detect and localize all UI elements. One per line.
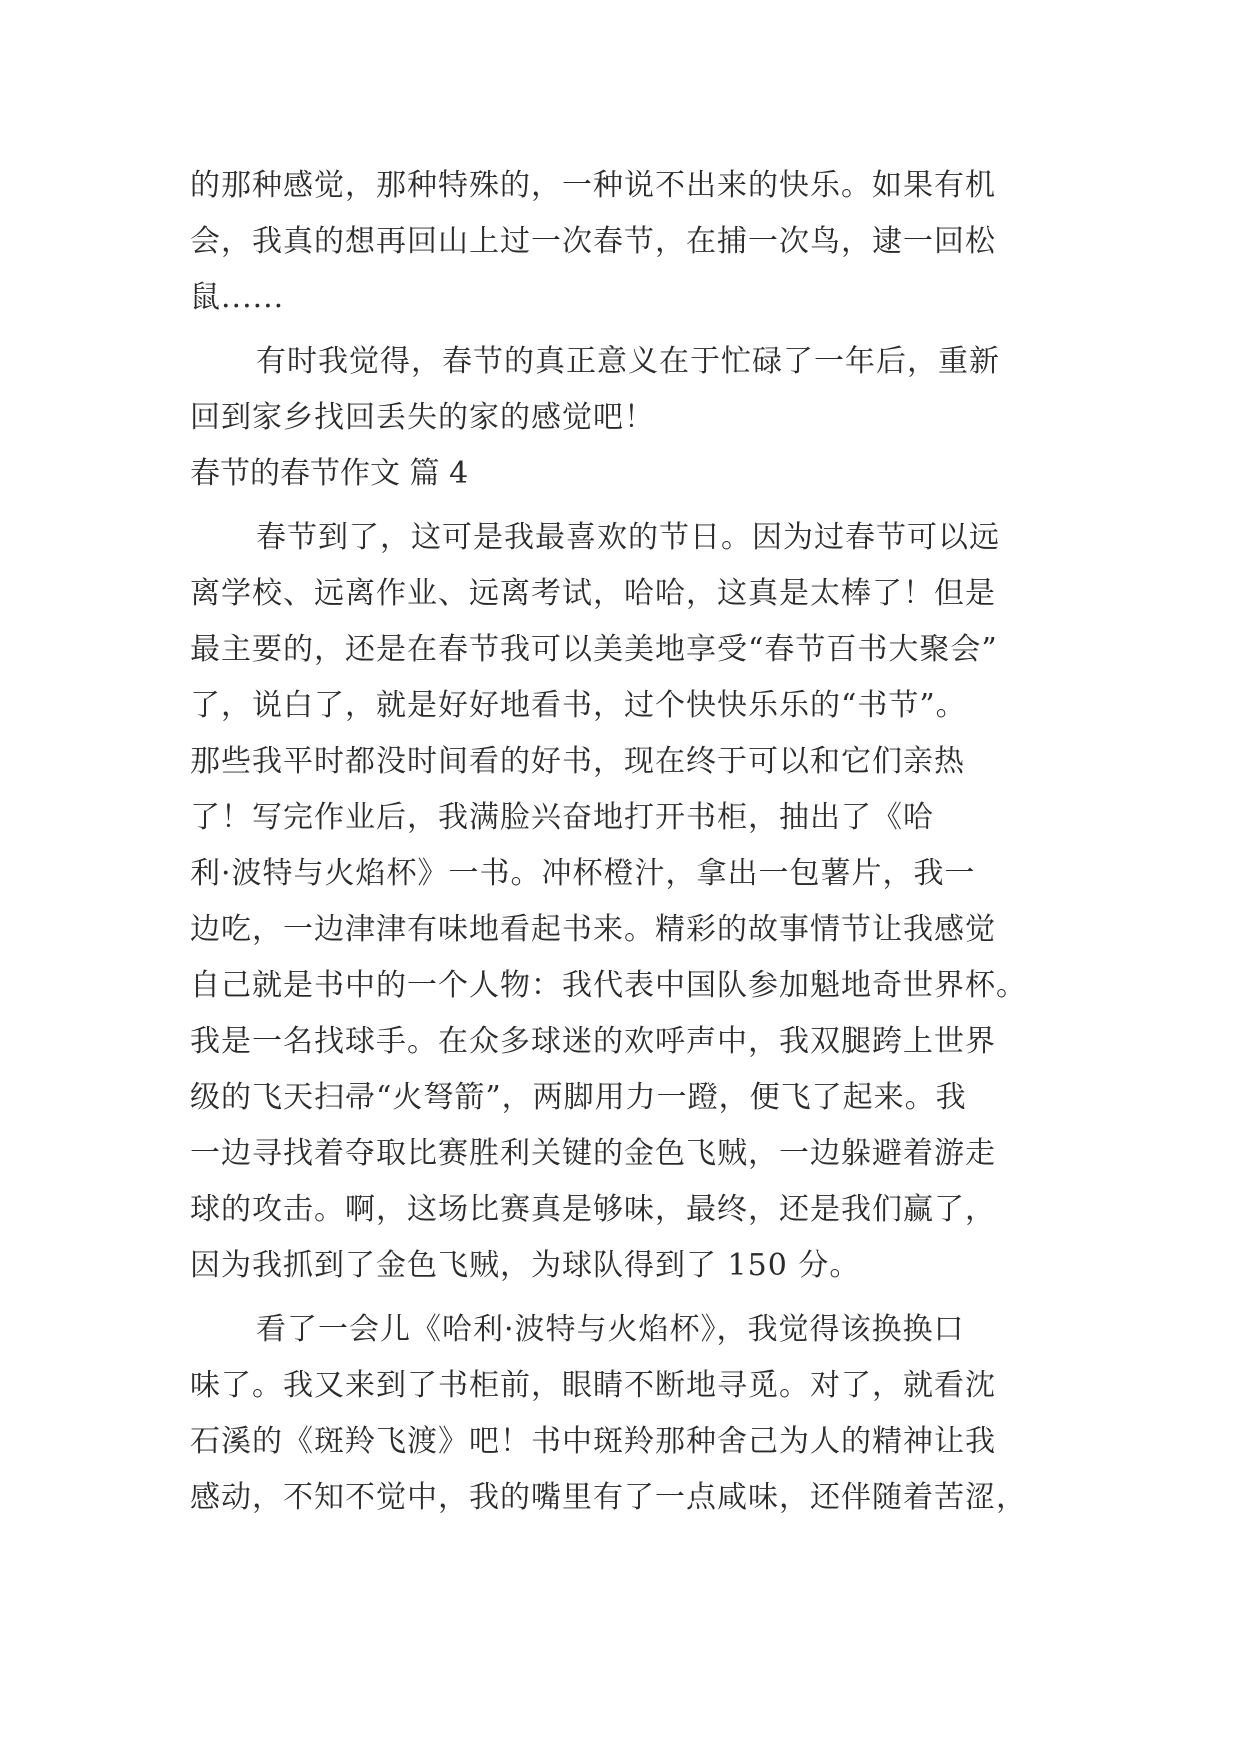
paragraph-1 bbox=[190, 158, 1060, 326]
text-line: 离学校、远离作业、远离考试，哈哈，这真是太棒了！但是 bbox=[190, 576, 996, 611]
paragraph-3 bbox=[190, 510, 1060, 1294]
text-line: 有时我觉得，春节的真正意义在于忙碌了一年后，重新 bbox=[256, 344, 1000, 379]
text-line: 最主要的，还是在春节我可以美美地享受“春节百书大聚会” bbox=[190, 632, 998, 667]
paragraph-4 bbox=[190, 1302, 1060, 1526]
text-line: 利·波特与火焰杯》一书。冲杯橙汁，拿出一包薯片，我一 bbox=[190, 856, 976, 891]
section-heading: 春节的春节作文 篇 4 bbox=[190, 456, 469, 491]
document-body bbox=[190, 158, 1060, 1526]
text-line: 因为我抓到了金色飞贼，为球队得到了 150 分。 bbox=[190, 1248, 861, 1283]
text-line: 我是一名找球手。在众多球迷的欢呼声中，我双腿跨上世界 bbox=[190, 1024, 996, 1059]
text-line: 边吃，一边津津有味地看起书来。精彩的故事情节让我感觉 bbox=[190, 912, 996, 947]
paragraph-2 bbox=[190, 334, 1060, 446]
text-line: 回到家乡找回丢失的家的感觉吧！ bbox=[190, 400, 655, 435]
text-line: 味了。我又来到了书柜前，眼睛不断地寻觅。对了，就看沈 bbox=[190, 1368, 996, 1403]
text-line: 看了一会儿《哈利·波特与火焰杯》，我觉得该换换口 bbox=[256, 1312, 965, 1347]
text-line: 会，我真的想再回山上过一次春节，在捕一次鸟，逮一回松 bbox=[190, 224, 996, 259]
text-line: 春节到了，这可是我最喜欢的节日。因为过春节可以远 bbox=[256, 520, 1000, 555]
text-line: 石溪的《斑羚飞渡》吧！书中斑羚那种舍己为人的精神让我 bbox=[190, 1424, 996, 1459]
text-line: 感动，不知不觉中，我的嘴里有了一点咸味，还伴随着苦涩， bbox=[190, 1480, 1027, 1515]
text-line: 鼠...... bbox=[190, 280, 285, 315]
text-line: 一边寻找着夺取比赛胜利关键的金色飞贼，一边躲避着游走 bbox=[190, 1136, 996, 1171]
text-line: 球的攻击。啊，这场比赛真是够味，最终，还是我们赢了， bbox=[190, 1192, 996, 1227]
text-line: 级的飞天扫帚“火弩箭”，两脚用力一蹬，便飞了起来。我 bbox=[190, 1080, 967, 1115]
text-line: 的那种感觉，那种特殊的，一种说不出来的快乐。如果有机 bbox=[190, 168, 996, 203]
text-line: 那些我平时都没时间看的好书，现在终于可以和它们亲热 bbox=[190, 744, 965, 779]
text-line: 了！写完作业后，我满脸兴奋地打开书柜，抽出了《哈 bbox=[190, 800, 934, 835]
text-line: 自己就是书中的一个人物：我代表中国队参加魁地奇世界杯。 bbox=[190, 968, 1027, 1003]
text-line: 了，说白了，就是好好地看书，过个快快乐乐的“书节”。 bbox=[190, 688, 967, 723]
